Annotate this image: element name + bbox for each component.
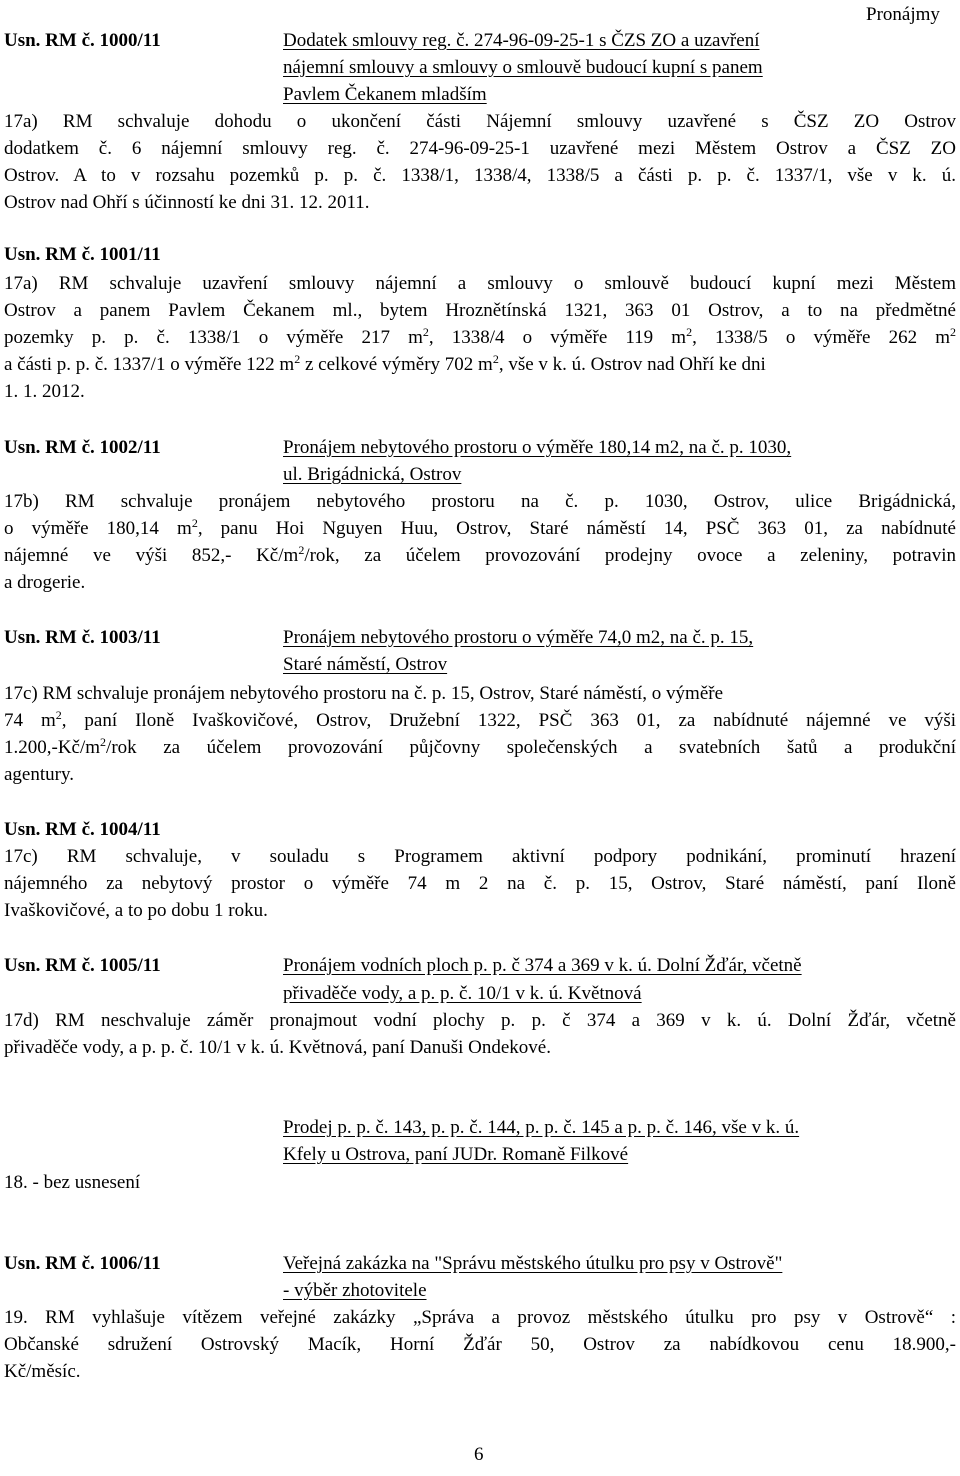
- resolution-title: ul. Brigádnická, Ostrov: [283, 464, 462, 485]
- resolution-text: nájemné ve výši 852,- $Kč/m^2$/rok, za účelem provozování prodejny ovoce a zeleniny, potravin: [4, 543, 956, 566]
- resolution-title: Pronájem nebytového prostoru o výměře 74,0 m2, na č. p. 15,: [283, 627, 754, 648]
- resolution-text: 74 $m^2$, paní Iloně Ivaškovičové, Ostrov, Družební 1322, PSČ 363 01, za nabídnuté nájemné ve výši: [4, 708, 957, 731]
- resolution-number: Usn. RM č. 1002/11: [4, 437, 161, 458]
- resolution-text: Kč/měsíc.: [4, 1361, 81, 1382]
- resolution-text: Ostrov a panem Pavlem Čekanem ml., bytem Hroznětínská 1321, 363 01 Ostrov, a to na předmětné: [4, 300, 956, 321]
- resolution-number: Usn. RM č. 1000/11: [4, 30, 161, 51]
- resolution-text: a části p. p. č. 1337/1 o výměře 122 $m^2$ z celkové výměry 702 $m^2$, vše v k. ú. Ostrov nad Ohří ke dni: [4, 352, 766, 375]
- agenda-item-title: Kfely u Ostrova, paní JUDr. Romaně Filkové: [283, 1144, 629, 1165]
- resolution-text: 17c) RM schvaluje pronájem nebytového prostoru na č. p. 15, Ostrov, Staré náměstí, o výměře: [4, 683, 724, 704]
- resolution-text: Občanské sdružení Ostrovský Macík, Horní Žďár 50, Ostrov za nabídkovou cenu 18.900,-: [4, 1334, 956, 1355]
- section-header: Pronájmy: [866, 4, 940, 25]
- resolution-text: a drogerie.: [4, 572, 86, 593]
- resolution-title: Pavlem Čekanem mladším: [283, 84, 487, 105]
- resolution-text: agentury.: [4, 764, 74, 785]
- resolution-title: Veřejná zakázka na "Správu městského útulku pro psy v Ostrově": [283, 1253, 783, 1274]
- resolution-text: pozemky p. p. č. 1338/1 o výměře 217 $m^2$, 1338/4 o výměře 119 $m^2$, 1338/5 o výměře 262 $m^2$: [4, 325, 957, 348]
- resolution-text: 17a) RM schvaluje uzavření smlouvy nájemní a smlouvy o smlouvě budoucí kupní mezi Městem: [4, 273, 956, 294]
- resolution-text: Ostrov. A to v rozsahu pozemků p. p. č. 1338/1, 1338/4, 1338/5 a části p. p. č. 1337/1, vše v k. ú.: [4, 165, 956, 186]
- resolution-number: Usn. RM č. 1003/11: [4, 627, 161, 648]
- resolution-text: 17d) RM neschvaluje záměr pronajmout vodní plochy p. p. č 374 a 369 v k. ú. Dolní Žďár, včetně: [4, 1010, 956, 1031]
- resolution-text: o výměře 180,14 $m^2$, panu Hoi Nguyen Huu, Ostrov, Staré náměstí 14, PSČ 363 01, za nabídnuté: [4, 516, 956, 539]
- resolution-text: 17a) RM schvaluje dohodu o ukončení části Nájemní smlouvy uzavřené s ČSZ ZO Ostrov: [4, 111, 956, 132]
- resolution-text: $1.200,-Kč/m^2$/rok za účelem provozování půjčovny společenských a svatebních šatů a produkční: [4, 735, 956, 758]
- resolution-text: 19. RM vyhlašuje vítězem veřejné zakázky „Správa a provoz městského útulku pro psy v Ostrově“ :: [4, 1307, 956, 1328]
- resolution-text: 1. 1. 2012.: [4, 381, 85, 402]
- resolution-title: - výběr zhotovitele: [283, 1280, 427, 1301]
- resolution-number: Usn. RM č. 1006/11: [4, 1253, 161, 1274]
- page-number: 6: [474, 1444, 484, 1465]
- agenda-item-title: Prodej p. p. č. 143, p. p. č. 144, p. p. č. 145 a p. p. č. 146, vše v k. ú.: [283, 1117, 800, 1138]
- resolution-text: přivaděče vody, a p. p. č. 10/1 v k. ú. Květnová, paní Danuši Ondekové.: [4, 1037, 551, 1058]
- resolution-title: Staré náměstí, Ostrov: [283, 654, 448, 675]
- resolution-number: Usn. RM č. 1005/11: [4, 955, 161, 976]
- resolution-title: Pronájem vodních ploch p. p. č 374 a 369 v k. ú. Dolní Žďár, včetně: [283, 955, 802, 976]
- resolution-title: Dodatek smlouvy reg. č. 274-96-09-25-1 s ČZS ZO a uzavření: [283, 30, 760, 51]
- resolution-text: 17c) RM schvaluje, v souladu s Programem aktivní podpory podnikání, prominutí hrazení: [4, 846, 956, 867]
- resolution-text: dodatkem č. 6 nájemní smlouvy reg. č. 274-96-09-25-1 uzavřené mezi Městem Ostrov a ČSZ ZO: [4, 138, 956, 159]
- agenda-item-label: 18. - bez usnesení: [4, 1172, 141, 1193]
- resolution-text: Ostrov nad Ohří s účinností ke dni 31. 12. 2011.: [4, 192, 370, 213]
- resolution-number: Usn. RM č. 1004/11: [4, 819, 161, 840]
- resolution-title: Pronájem nebytového prostoru o výměře 180,14 m2, na č. p. 1030,: [283, 437, 792, 458]
- resolution-text: 17b) RM schvaluje pronájem nebytového prostoru na č. p. 1030, Ostrov, ulice Brigádnická,: [4, 491, 956, 512]
- resolution-text: nájemného za nebytový prostor o výměře 74 m 2 na č. p. 15, Ostrov, Staré náměstí, paní Iloně: [4, 873, 956, 894]
- resolution-number: Usn. RM č. 1001/11: [4, 244, 161, 265]
- resolution-title: přivaděče vody, a p. p. č. 10/1 v k. ú. Květnová: [283, 983, 642, 1004]
- resolution-title: nájemní smlouvy a smlouvy o smlouvě budoucí kupní s panem: [283, 57, 763, 78]
- resolution-text: Ivaškovičové, a to po dobu 1 roku.: [4, 900, 268, 921]
